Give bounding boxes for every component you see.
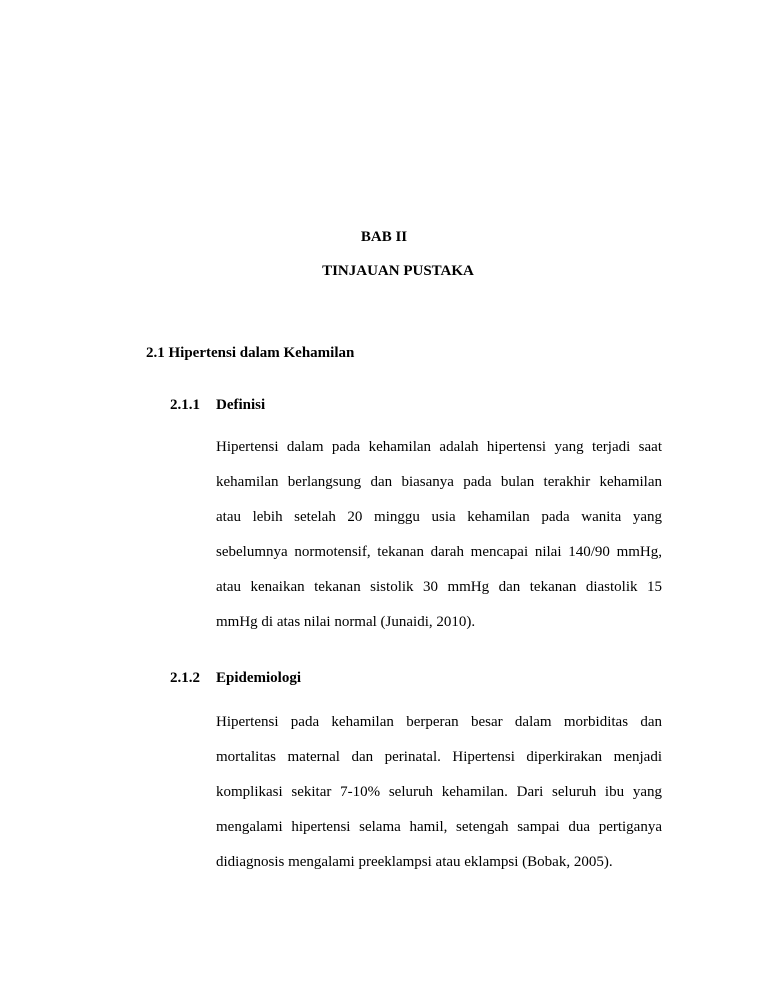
paragraph-line: Hipertensi pada kehamilan berperan besar dalam morbiditas dan [216,714,662,730]
chapter-title: TINJAUAN PUSTAKA [322,263,474,279]
subsection-title-definisi: Definisi [216,397,266,413]
paragraph-line: didiagnosis mengalami preeklampsi atau eklampsi (Bobak, 2005). [216,854,613,870]
paragraph-definisi [216,430,662,640]
paragraph-line: Hipertensi dalam pada kehamilan adalah hipertensi yang terjadi saat [216,439,662,455]
chapter-number: BAB II [360,229,408,245]
paragraph-line: atau lebih setelah 20 minggu usia kehamilan pada wanita yang [216,509,662,525]
paragraph-line: atau kenaikan tekanan sistolik 30 mmHg dan tekanan diastolik 15 [216,579,662,595]
subsection-title-epidemiologi: Epidemiologi [216,670,302,686]
paragraph-line: komplikasi sekitar 7-10% seluruh kehamilan. Dari seluruh ibu yang [216,784,662,800]
paragraph-line: sebelumnya normotensif, tekanan darah mencapai nilai 140/90 mmHg, [216,544,662,560]
paragraph-line: mengalami hipertensi selama hamil, setengah sampai dua pertiganya [216,819,662,835]
paragraph-line: mmHg di atas nilai normal (Junaidi, 2010). [216,614,476,630]
subsection-number-definisi: 2.1.1 [170,397,200,413]
paragraph-epidemiologi [216,705,662,880]
paragraph-line: mortalitas maternal dan perinatal. Hipertensi diperkirakan menjadi [216,749,662,765]
paragraph-line: kehamilan berlangsung dan biasanya pada bulan terakhir kehamilan [216,474,662,490]
subsection-number-epidemiologi: 2.1.2 [170,670,200,686]
section-heading: 2.1 Hipertensi dalam Kehamilan [146,345,355,361]
